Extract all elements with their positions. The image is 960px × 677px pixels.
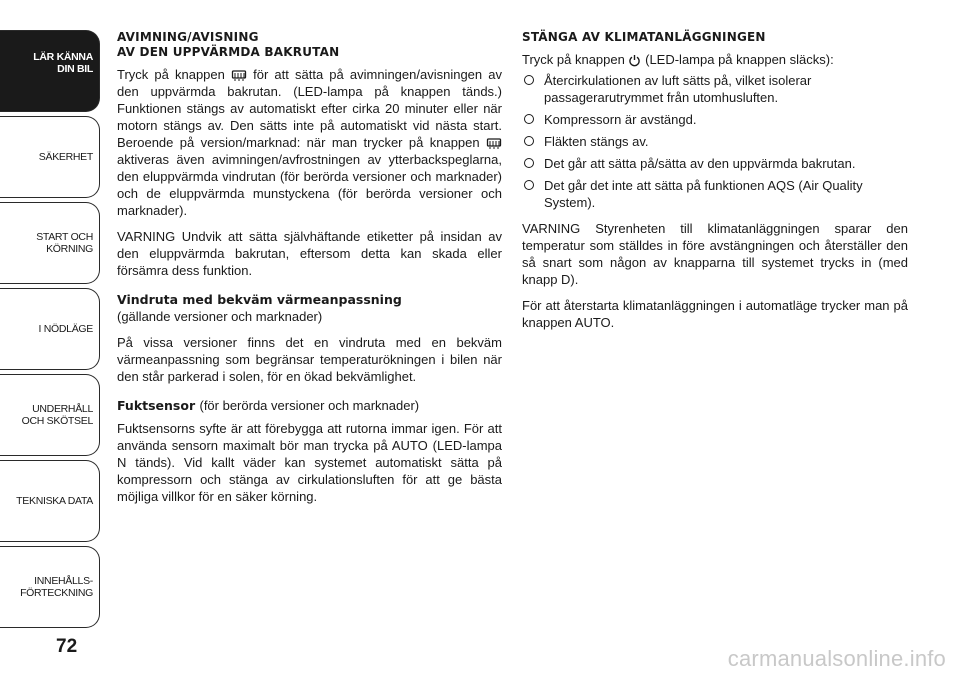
section-heading-defrost xyxy=(117,30,502,60)
bullet-list xyxy=(522,72,908,211)
paragraph-defrost xyxy=(117,66,502,219)
tab-sakerhet[interactable]: SÄKERHET xyxy=(0,116,100,198)
list-item xyxy=(522,72,908,106)
warning-paragraph: VARNING Undvik att sätta självhäftande etiketter på insidan av den eluppvärmda bakrutan, eftersom detta kan skada eller försämra dess funktion. xyxy=(117,229,502,278)
tab-tekniska-data[interactable]: TEKNISKA DATA xyxy=(0,460,100,542)
bullet-circle-icon xyxy=(524,180,534,190)
paragraph-intro xyxy=(522,51,908,68)
rear-defrost-icon xyxy=(486,138,502,150)
subheading-windshield: Vindruta med bekväm värmeanpassning xyxy=(117,292,402,307)
tab-i-nodlage[interactable]: I NÖDLÄGE xyxy=(0,288,100,370)
bullet-circle-icon xyxy=(524,158,534,168)
subheading-note: (gällande versioner och marknader) xyxy=(117,309,323,324)
list-item xyxy=(522,133,908,150)
list-item-text: Det går att sätta på/sätta av den uppvärmda bakrutan. xyxy=(544,156,856,171)
tab-innehallsforteckning[interactable]: INNEHÅLLS- FÖRTECKNING xyxy=(0,546,100,628)
rear-defrost-icon xyxy=(231,70,247,82)
page-number: 72 xyxy=(56,636,78,657)
text: (LED-lampa på knappen släcks): xyxy=(645,52,834,67)
list-item xyxy=(522,111,908,128)
section-heading-climate-off: STÄNGA AV KLIMATANLÄGGNINGEN xyxy=(522,30,766,44)
text: aktiveras även avimningen/avfrostningen av ytterbackspeglarna, den eluppvärmda vindrutan (för berörda versioner och marknader) och de eluppvärmda munstyckena (för berörda versioner och marknader). xyxy=(117,152,502,218)
bullet-circle-icon xyxy=(524,136,534,146)
power-icon xyxy=(628,54,641,67)
subheading-text: Fuktsensor xyxy=(117,398,196,413)
list-item xyxy=(522,177,908,211)
subheading-humidity-sensor xyxy=(117,397,502,414)
tab-lar-kanna-din-bil[interactable]: LÄR KÄNNA DIN BIL xyxy=(0,30,100,112)
heading-line: AVIMNING/AVISNING xyxy=(117,30,259,44)
list-item-text: Återcirkulationen av luft sätts på, vilket isolerar passagerarutrymmet från utomhusluften. xyxy=(544,73,812,105)
right-column xyxy=(522,30,908,340)
heading-line: AV DEN UPPVÄRMDA BAKRUTAN xyxy=(117,45,340,59)
tab-underhall-och-skotsel[interactable]: UNDERHÅLL OCH SKÖTSEL xyxy=(0,374,100,456)
text: för att sätta på avimningen/avisningen av den uppvärmda bakrutan. (LED-lampa på knappen tänds.) Funktionen stängs av automatiskt efter cirka 20 minuter eller när motorn stängs av. Den sätts inte på automatiskt vid nästa start. Beroende på version/marknad: när man trycker på knappen xyxy=(117,67,502,150)
paragraph-windshield: På vissa versioner finns det en vindruta med en bekväm värmeanpassning som begränsar temperaturökningen i bilen när den står parkerad i solen, för en ökad bekvämlighet. xyxy=(117,335,502,384)
paragraph-humidity-sensor: Fuktsensorns syfte är att förebygga att rutorna immar igen. För att använda sensorn maximalt bör man trycka på AUTO (LED-lampa N tänds). Vid kallt väder kan systemet automatiskt sätta på kompressorn och stänga av cirkulationsluften för att ge bästa möjliga villkor för en säker körning. xyxy=(117,421,502,504)
tab-start-och-korning[interactable]: START OCH KÖRNING xyxy=(0,202,100,284)
list-item xyxy=(522,155,908,172)
bullet-circle-icon xyxy=(524,114,534,124)
left-column xyxy=(117,30,502,514)
watermark: carmanualsonline.info xyxy=(727,646,946,671)
bullet-circle-icon xyxy=(524,75,534,85)
list-item-text: Fläkten stängs av. xyxy=(544,134,649,149)
paragraph-restart: För att återstarta klimatanläggningen i automatläge trycker man på knappen AUTO. xyxy=(522,298,908,330)
list-item-text: Kompressorn är avstängd. xyxy=(544,112,697,127)
warning-paragraph: VARNING Styrenheten till klimatanläggningen sparar den temperatur som ställdes in före avstängningen och återställer den så snart som någon av knapparna till systemet trycks in (med knapp D). xyxy=(522,221,908,287)
list-item-text: Det går det inte att sätta på funktionen AQS (Air Quality System). xyxy=(544,178,863,210)
text: Tryck på knappen xyxy=(117,67,225,82)
text: Tryck på knappen xyxy=(522,52,625,67)
subheading-note: (för berörda versioner och marknader) xyxy=(199,398,420,413)
